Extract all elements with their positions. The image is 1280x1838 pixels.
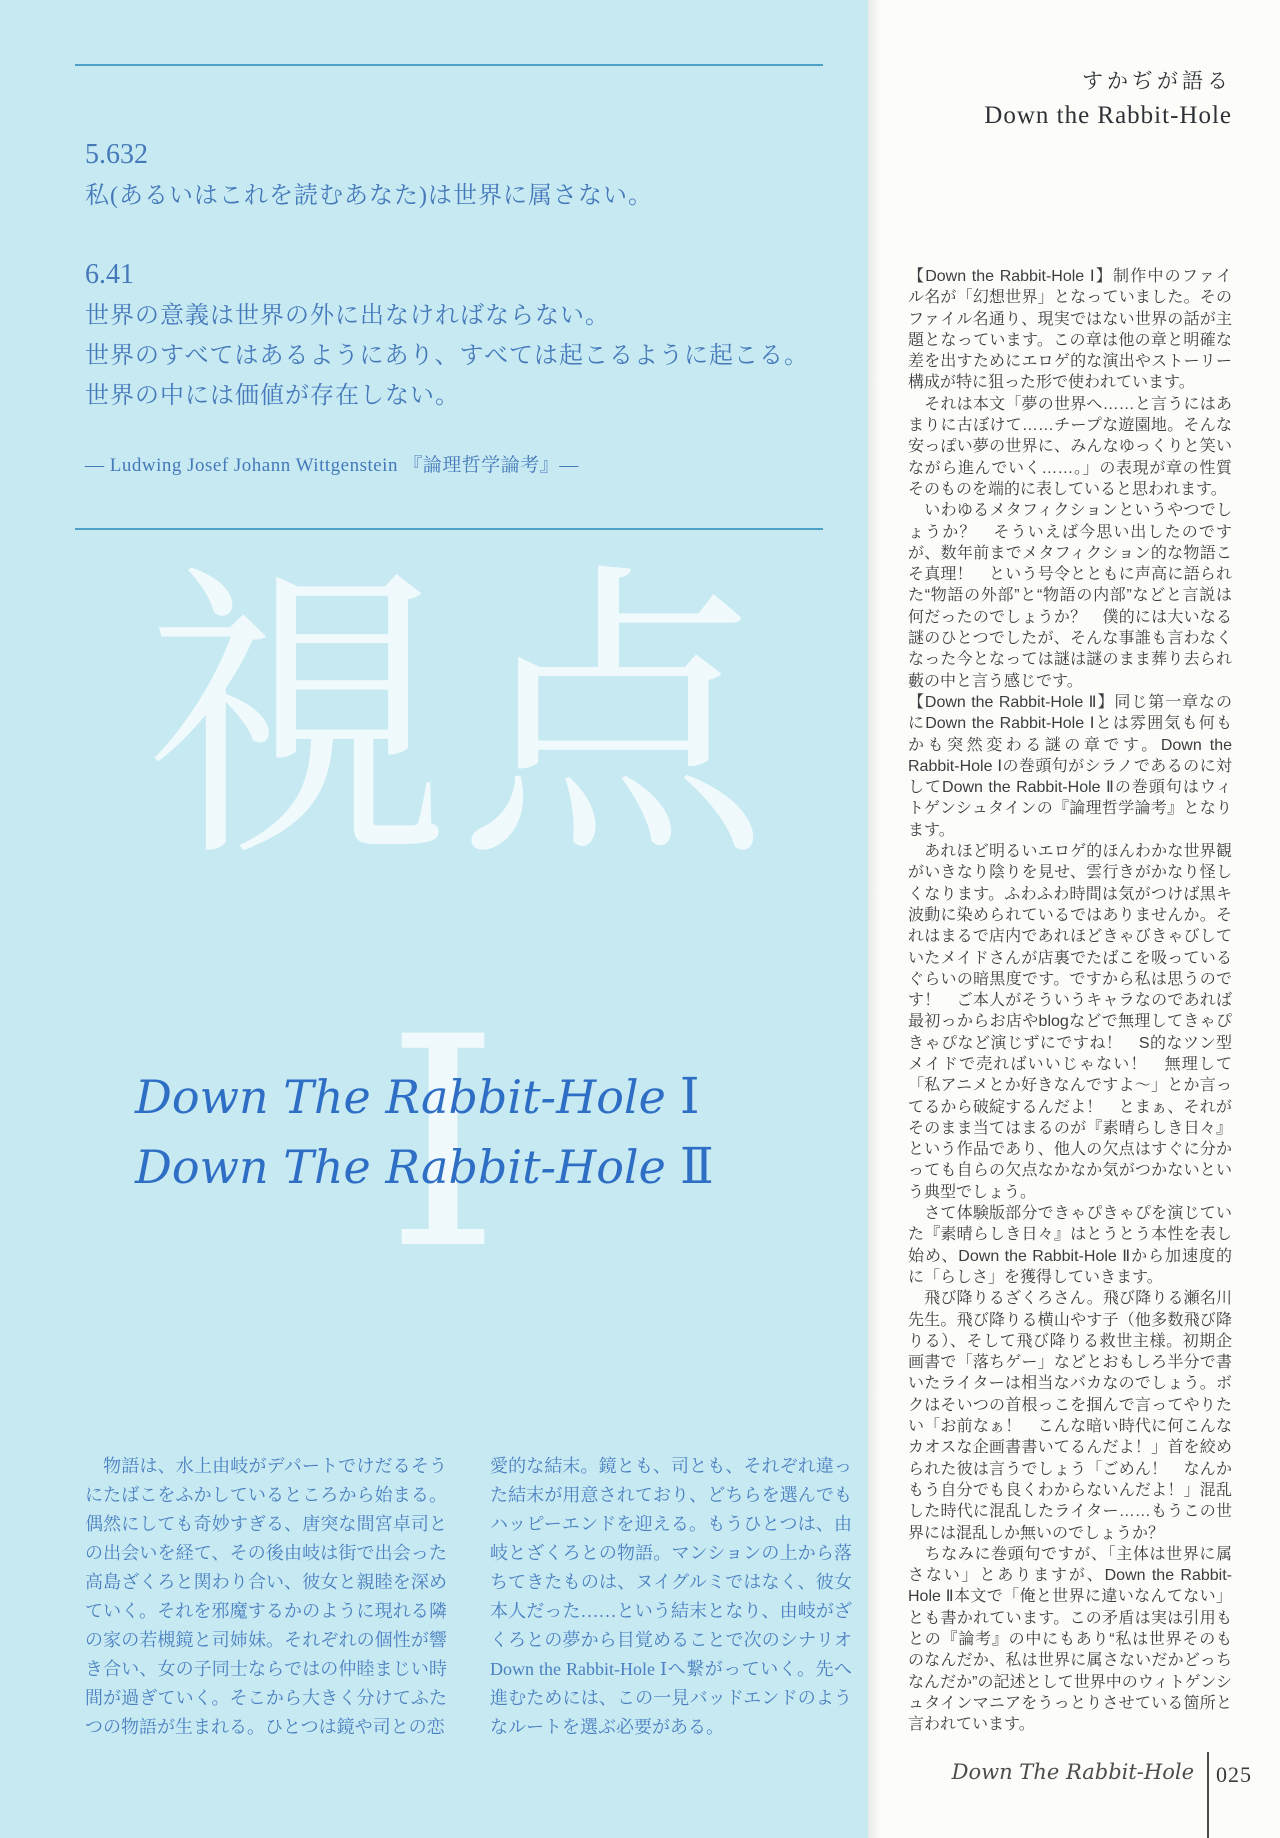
epigraph-line: 世界の中には価値が存在しない。 — [85, 383, 460, 409]
epigraph-attribution: — Ludwing Josef Johann Wittgenstein 『論理哲学論考』— — [85, 455, 579, 476]
footer-chapter-title: Down The Rabbit-Hole — [951, 1760, 1194, 1784]
chapter-subtitle-1-numeral: Ⅰ — [679, 1067, 700, 1125]
epigraph-gap — [85, 216, 809, 258]
divider-top — [75, 64, 823, 66]
commentary-paragraph: いわゆるメタフィクションというやつでしょうか？ そういえば今思い出したのですが、数年前までメタフィクション的な物語こそ真理！ という号令とともに声高に語られた“物語の外部”と“物語の内部”などと言説は何だったのでしょうか？ 僕的には大いなる謎のひとつでしたが、そんな事誰も言わなくなった今となっては謎は謎のまま葬り去られ藪の中と言う感じです。 — [908, 502, 1232, 690]
commentary-paragraph: 飛び降りるざくろさん。飛び降りる瀬名川先生。飛び降りる横山やす子（他多数飛び降りる）、そして飛び降りる救世主様。初期企画書で「落ちゲー」などとおもしろ半分で書いたライターは相当なバカなのでしょう。ボクはそいつの首根っこを掴んで言ってやりたい「お前なぁ！ こんな暗い時代に何こんなカオスな企画書書いてるんだよ！」首を絞められた彼は言うでしょう「ごめん！ なんかもう自分でも良くわからないんだよ！」混乱した時代に混乱したライター……もうこの世界には混乱しか無いのでしょうか？ — [908, 1290, 1232, 1542]
synopsis-column-1: 物語は、水上由岐がデパートでけだるそうにたばこをふかしているところから始まる。偶然にしても奇妙すぎる、唐突な間宮卓司との出会いを経て、その後由岐は街で出会った高島ざくろと関わり合い、彼女と親睦を深めていく。それを邪魔するかのように現れる隣の家の若槻鏡と司姉妹。それぞれの個性が響き合い、女の子同士ならではの仲睦まじい時間が過ぎていく。そこから大きく分けてふたつの物語が生まれる。ひとつは鏡や司との恋 — [85, 1456, 447, 1737]
commentary-header — [892, 66, 1232, 136]
page-number: 025 — [1216, 1762, 1252, 1787]
chapter-numeral: I — [385, 976, 501, 1313]
chapter-subtitle-2-numeral: Ⅱ — [679, 1137, 714, 1195]
commentary-paragraph: あれほど明るいエロゲ的ほんわかな世界観がいきなり陰りを見せ、雲行きがかなり怪しくなります。ふわふわ時間は気がつけば黒キ波動に染められているではありませんか。それはまるで店内であれほどきゃびきゃびしていたメイドさんが店裏でたばこを吸っているぐらいの暗黒度です。ですから私は思うのです！ ご本人がそういうキャラなのであれば最初っからお店やblogなどで無理してきゃぴきゃぴなど演じずにですね！ S的なツン型メイドで売ればいいじゃない！ 無理して「私アニメとか好きなんですよ～」とか言ってるから破綻するんだよ！ とまぁ、それがそのまま当てはまるのが『素晴らしき日々』という作品であり、他人の欠点はすぐに分かっても自らの欠点なかなか気がつかないという典型でしょう。 — [908, 843, 1232, 1201]
commentary-paragraph: 【Down the Rabbit-Hole Ⅰ】制作中のファイル名が「幻想世界」となっていました。そのファイル名通り、現実ではない世界の話が主題となっています。この章は他の章と明確な差を出すためにエロゲ的な演出やストーリー構成が特に狙った形で使われています。 — [908, 268, 1232, 392]
epigraph-line: 世界のすべてはあるようにあり、すべては起こるように起こる。 — [85, 343, 810, 369]
commentary-paragraph: ちなみに巻頭句ですが、「主体は世界に属さない」とありますが、Down the Rabbit-Hole Ⅱ本文で「俺と世界に違いなんてない」とも書かれています。この矛盾は実は引用もとの『論考』の中にもあり“私は世界そのものなんだか、私は世界に属さないだかどっちなんだか”の記述として世界中のウィトゲンシュタインマニアをうっとりさせている箇所と言われています。 — [908, 1545, 1232, 1734]
synopsis-column-2: 愛的な結末。鏡とも、司とも、それぞれ違った結末が用意されており、どちらを選んでもハッピーエンドを迎える。もうひとつは、由岐とざくろとの物語。マンションの上から落ちてきたものは、ヌイグルミではなく、彼女本人だった……という結末となり、由岐がざくろとの夢から目覚めることで次のシナリオDown the Rabbit-Hole Ⅰへ繋がっていく。先へ進むためには、この一見バッドエンドのようなルートを選ぶ必要がある。 — [490, 1456, 852, 1737]
epigraph-line: 私(あるいはこれを読むあなた)は世界に属さない。 — [85, 183, 653, 209]
commentary-paragraph: さて体験版部分できゃぴきゃぴを演じていた『素晴らしき日々』はとうとう本性を表し始め、Down the Rabbit-Hole Ⅱから加速度的に「らしさ」を獲得していきます。 — [908, 1205, 1232, 1286]
commentary-header-jp: すかぢが語る — [1082, 69, 1232, 93]
epigraph-number-1: 5.632 — [85, 139, 148, 170]
divider-middle — [75, 528, 823, 530]
footer-divider — [1207, 1752, 1209, 1838]
chapter-subtitle-1-text: Down The Rabbit-Hole — [135, 1070, 666, 1124]
commentary-paragraph: それは本文「夢の世界へ……と言うにはあまりに古ぼけて……チープな遊園地。そんな安っぽい夢の世界に、みんなゆっくりと笑いながら進んでいく……。」の表現が章の性質そのものを端的に表していると思われます。 — [908, 395, 1232, 498]
commentary-paragraph: 【Down the Rabbit-Hole Ⅱ】同じ第一章なのにDown the Rabbit-Hole Ⅰとは雰囲気も何もかも突然変わる謎の章です。Down the Rabbit-Hole Ⅰの巻頭句がシラノであるのに対してDown the Rabbit-Hole Ⅱの巻頭句はウィトゲンシュタインの『論理哲学論考』となります。 — [908, 693, 1232, 839]
commentary-body — [908, 266, 1232, 1735]
chapter-subtitle-2-text: Down The Rabbit-Hole — [135, 1140, 666, 1194]
gutter-shadow — [868, 0, 880, 1838]
commentary-panel — [868, 0, 1280, 1838]
epigraph-number-2: 6.41 — [85, 259, 134, 290]
epigraph-line: 世界の意義は世界の外に出なければならない。 — [85, 303, 610, 329]
commentary-header-en: Down the Rabbit-Hole — [984, 102, 1232, 129]
chapter-subtitle-2 — [135, 1136, 714, 1197]
epigraph — [85, 138, 809, 416]
chapter-title: 視点 — [142, 551, 774, 894]
chapter-subtitle-1 — [135, 1066, 700, 1127]
